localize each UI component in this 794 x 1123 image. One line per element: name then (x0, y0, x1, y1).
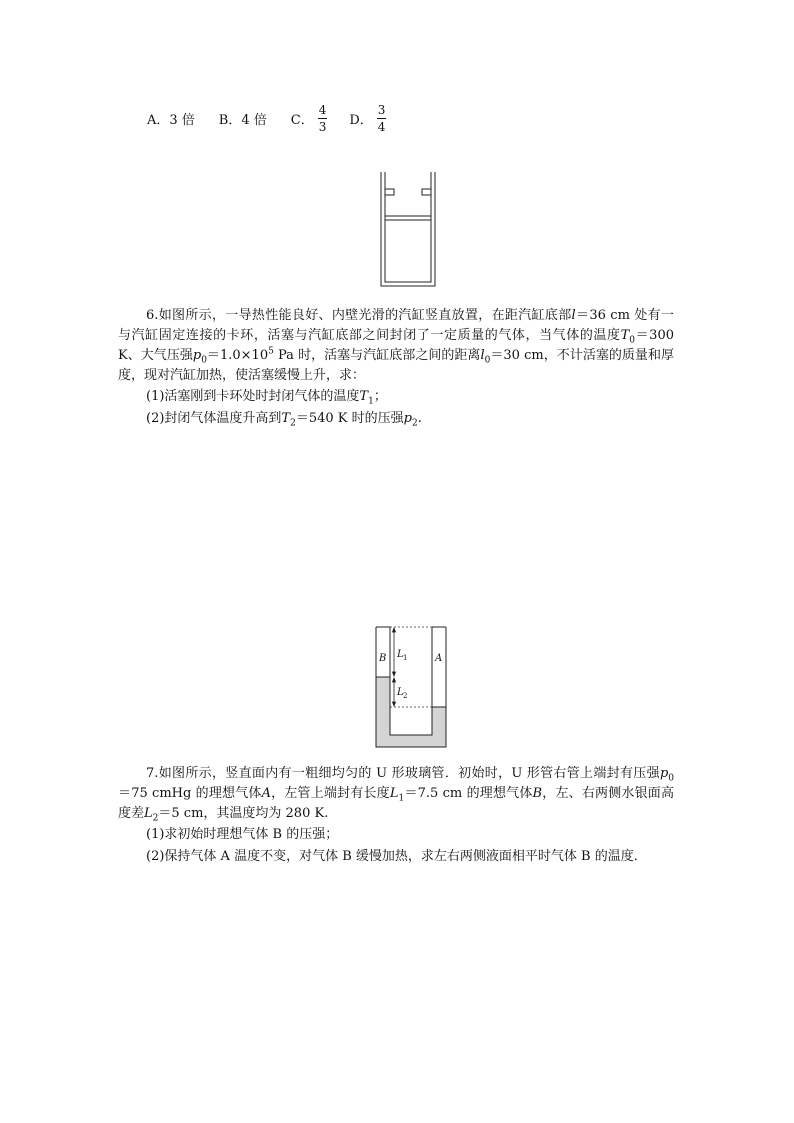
cylinder-figure (372, 168, 442, 290)
label-L2-subscript: 2 (403, 692, 408, 700)
option-d-numerator: 3 (377, 102, 386, 117)
label-L1-subscript: 1 (403, 654, 408, 662)
clasp-ring-left (385, 189, 394, 195)
label-L2: L (397, 687, 404, 698)
label-gas-B: B (379, 653, 387, 664)
option-d-fraction (377, 103, 387, 134)
problem-6-statement: 6.如图所示，一导热性能良好、内壁光滑的汽缸竖直放置，在距汽缸底部l＝36 cm 处有一与汽缸固定连接的卡环，活塞与汽缸底部之间封闭了一定质量的气体，当气体的温度$T_0=300$ K、大气压强$p_0=1.0\times 10^5$ Pa 时，活塞与汽缸底部之间的距离$l_0=30$ cm，不计活塞的质量和厚度，现对汽缸加热，使活塞缓慢上升，求： (118, 308, 674, 383)
u-tube-inner-wall (390, 627, 432, 735)
answer-options (147, 98, 386, 138)
option-c-fraction (318, 103, 328, 134)
u-tube-figure (372, 623, 452, 751)
option-c (291, 103, 328, 134)
option-c-numerator: 4 (318, 102, 327, 117)
clasp-ring-right (422, 189, 431, 195)
option-a: A．3 倍 (147, 112, 195, 128)
option-d-label: D． (349, 112, 373, 128)
label-gas-A: A (435, 653, 443, 664)
mercury-fill (376, 677, 446, 747)
problem-6-question-2: (2)封闭气体温度升高到$T_2=540$ K 时的压强$p_2$. (146, 411, 422, 429)
problem-6-question-1: (1)活塞刚到卡环处时封闭气体的温度$T_1$； (146, 389, 387, 407)
label-L1: L (397, 649, 404, 660)
option-d-denominator: 4 (377, 119, 386, 134)
problem-7-question-2: (2)保持气体 A 温度不变，对气体 B 缓慢加热，求左右两侧液面相平时气体 B 的温度． (146, 849, 647, 864)
option-c-label: C． (290, 112, 314, 128)
option-d (349, 103, 386, 134)
option-c-denominator: 3 (318, 119, 327, 134)
problem-7-statement: 7.如图所示，竖直面内有一粗细均匀的 U 形玻璃管．初始时，U 形管右管上端封有压强$p_0=75$ cmHg 的理想气体A，左管上端封有长度$L_1=7.5$ cm 的理想气体B，左、右两侧水银面高度差$L_2=5$ cm，其温度均为 280 K. (118, 766, 674, 824)
problem-7-question-1: (1)求初始时理想气体 B 的压强； (146, 827, 339, 842)
option-b: B．4 倍 (218, 112, 267, 128)
